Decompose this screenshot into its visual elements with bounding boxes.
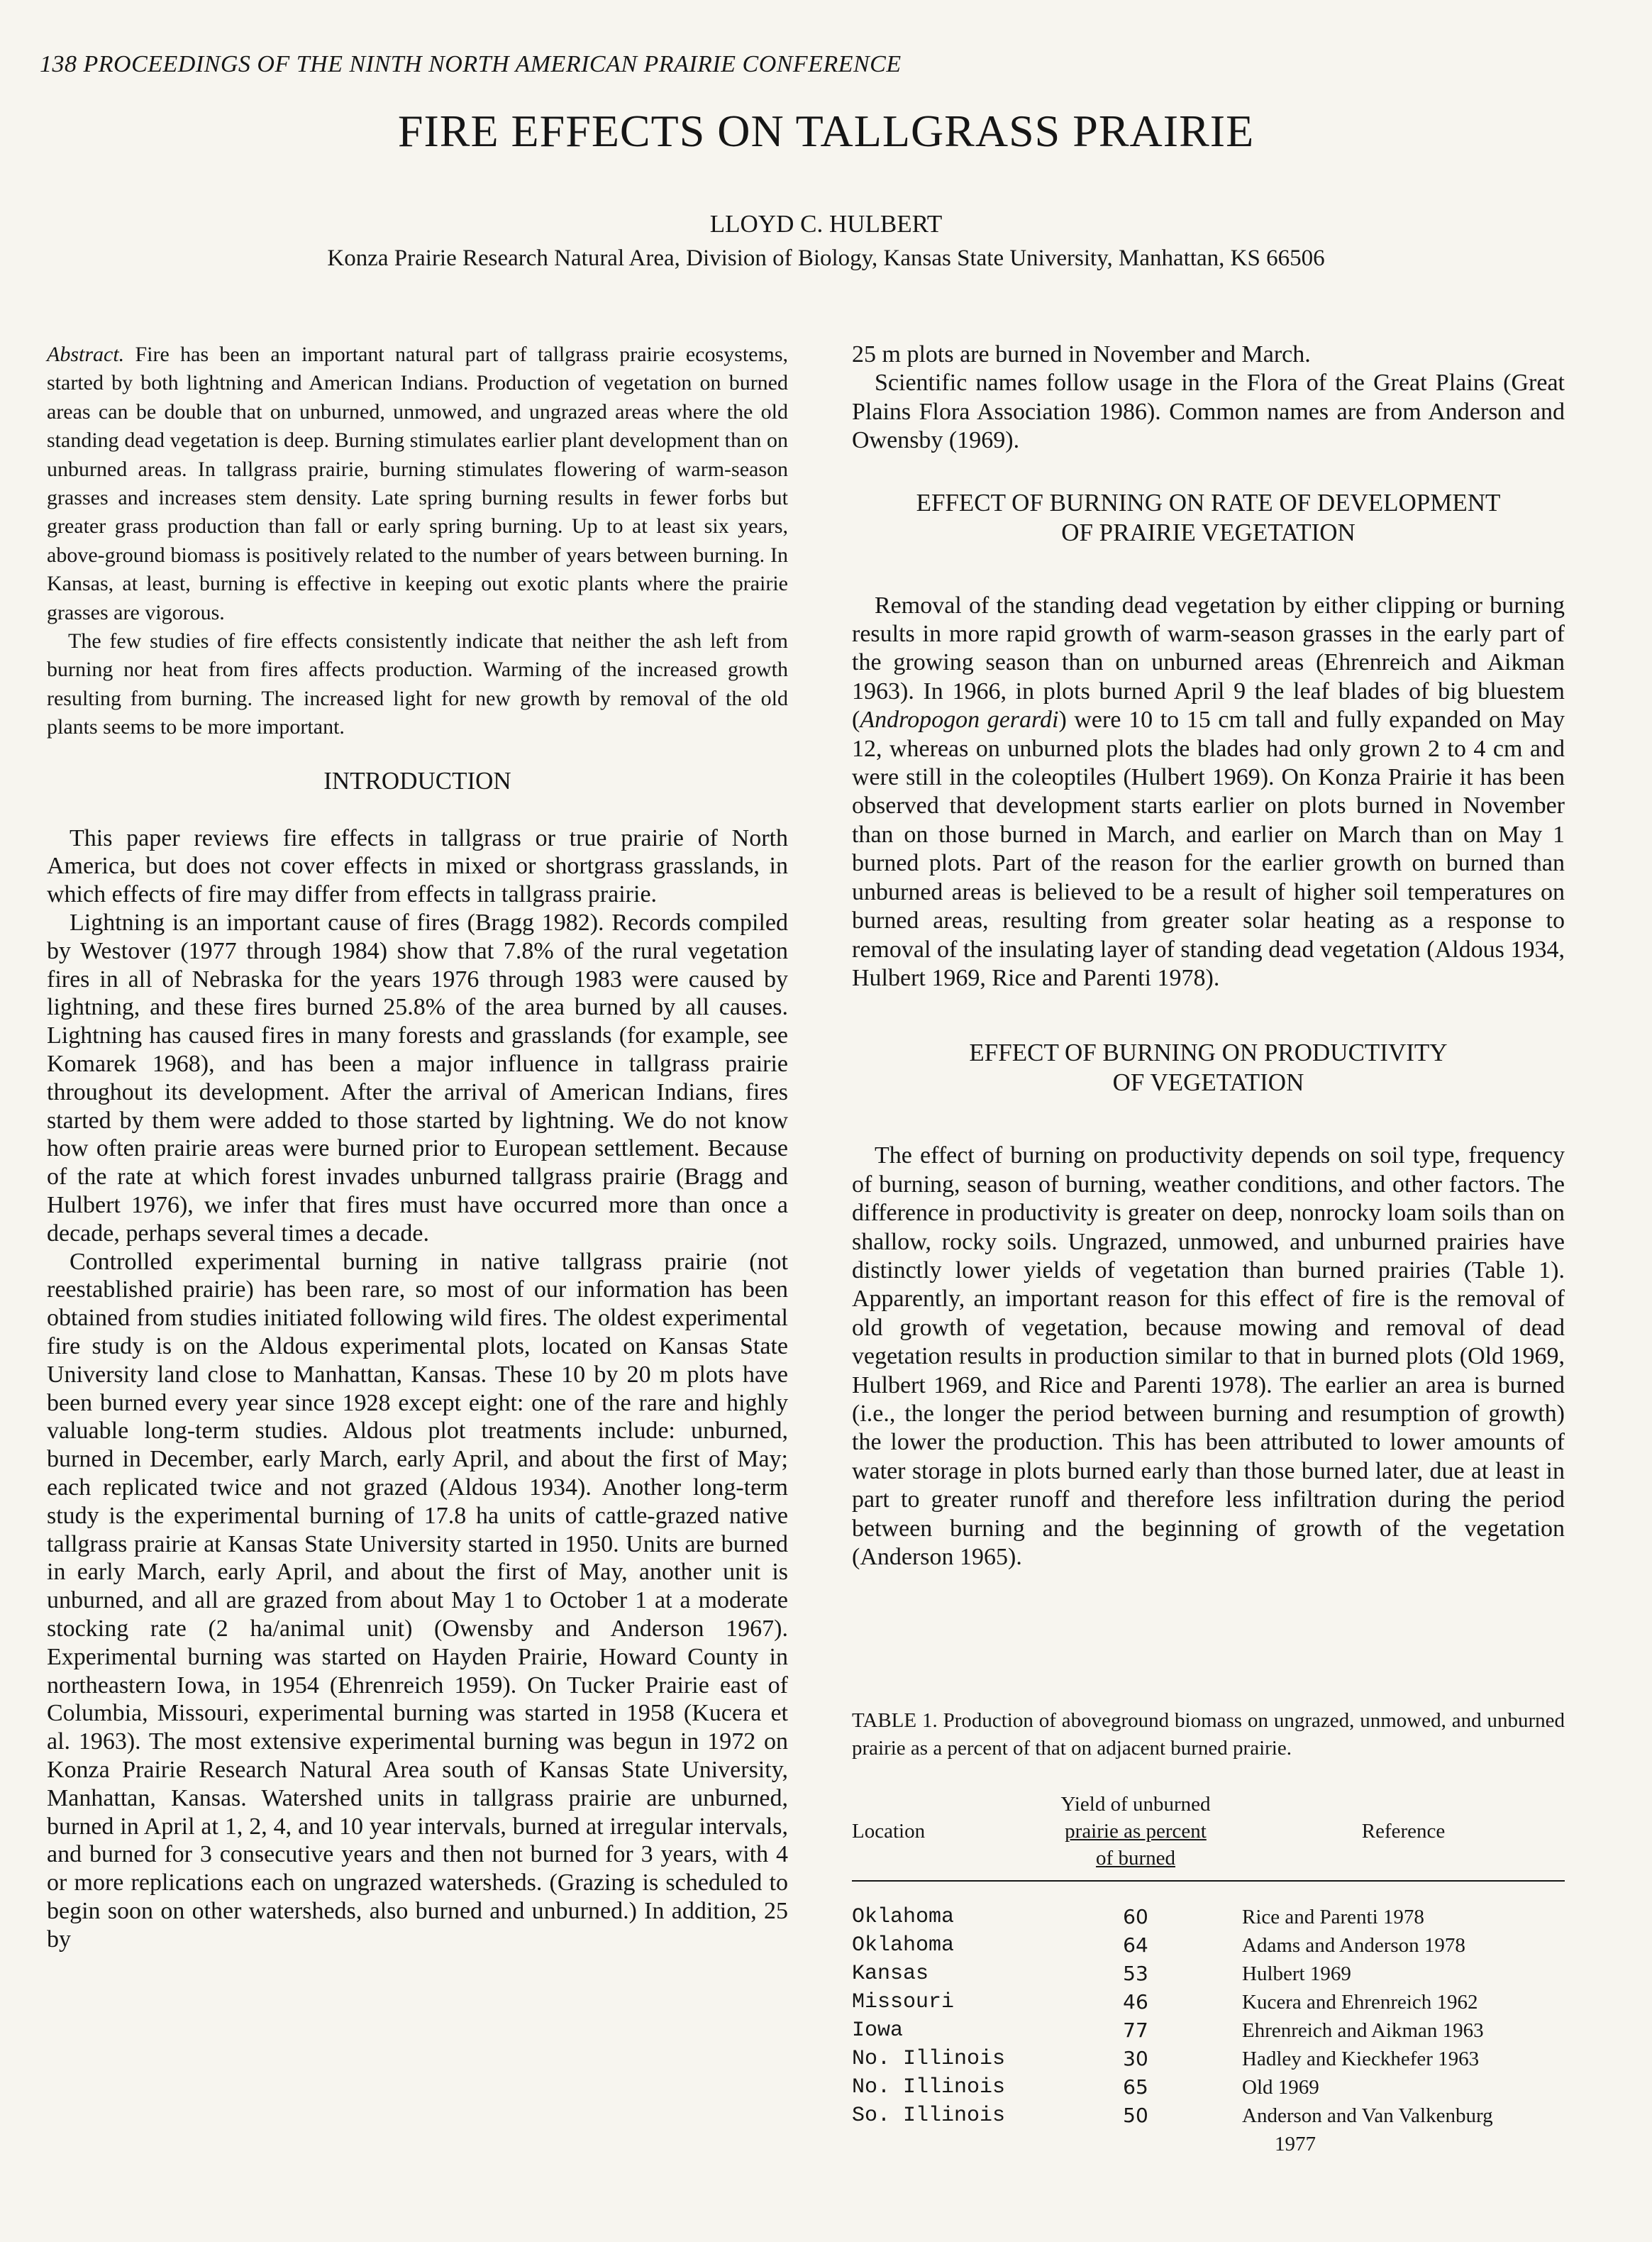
introduction-continuation: 25 m plots are burned in November and March.	[852, 341, 1311, 368]
header-location: Location	[852, 1791, 1029, 1881]
table-caption: TABLE 1. Production of aboveground biomass on ungrazed, unmowed, and unburned prairie as a percent of that on adjacent burned prairie.	[852, 1709, 1565, 1760]
table-row	[852, 1931, 1565, 1960]
introduction-continued	[852, 341, 1565, 455]
cell-location: Oklahoma	[852, 1905, 955, 1929]
abstract-label: Abstract.	[47, 343, 125, 366]
author-name: LLOYD C. HULBERT	[709, 210, 943, 238]
productivity-heading-line-2: OF VEGETATION	[1112, 1068, 1304, 1097]
abstract	[47, 341, 788, 742]
cell-value: 64	[1123, 1933, 1148, 1957]
cell-value: 46	[1123, 1990, 1148, 2014]
development-heading-line-1: EFFECT OF BURNING ON RATE OF DEVELOPMENT	[916, 488, 1501, 517]
introduction-body	[47, 824, 788, 1954]
running-head: 138 PROCEEDINGS OF THE NINTH NORTH AMERICAN PRAIRIE CONFERENCE	[40, 51, 902, 77]
cell-reference	[1242, 2102, 1565, 2158]
cell-reference: Hadley and Kieckhefer 1963	[1242, 2048, 1480, 2070]
cell-reference: Adams and Anderson 1978	[1242, 1934, 1465, 1957]
table-row	[852, 2045, 1565, 2073]
abstract-paragraph-2: The few studies of fire effects consistently indicate that neither the ash left from burning nor heat from fires affects production. Warming of the increased growth resulting from burning. The increased light for new growth by removal of the old plants seems to be more important.	[47, 629, 788, 739]
table-row	[852, 2016, 1565, 2045]
development-body	[852, 592, 1565, 993]
cell-reference: Hulbert 1969	[1242, 1962, 1351, 1985]
cell-value: 60	[1123, 1905, 1148, 1928]
introduction-paragraph-4: Scientific names follow usage in the Flora of the Great Plains (Great Plains Flora Association 1986). Common names are from Anderson and Owensby (1969).	[852, 370, 1565, 454]
species-name: Andropogon gerardi	[860, 707, 1059, 734]
development-paragraph-1	[852, 592, 1565, 993]
cell-reference: Ehrenreich and Aikman 1963	[1242, 2019, 1484, 2042]
productivity-paragraph-1: The effect of burning on productivity depends on soil type, frequency of burning, season of burning, weather conditions, and other factors. The difference in productivity is greater on deep, nonrocky loam soils than on shallow, rocky soils. Ungrazed, unmowed, and unburned prairies have distinctly lower yields of vegetation than burned prairies (Table 1). Apparently, an important reason for this effect of fire is the removal of old growth of vegetation, because mowing and removal of dead vegetation results in production similar to that in burned plots (Old 1969, Hulbert 1969, and Rice and Parenti 1978). The earlier an area is burned (i.e., the longer the period between burning and resumption of growth) the lower the production. This has been attributed to lower amounts of water storage in plots burned early than those burned later, due at least in part to greater runoff and therefore less infiltration during the period between burning and the beginning of growth of the vegetation (Anderson 1965).	[852, 1142, 1565, 1570]
left-column	[47, 341, 788, 1954]
cell-value: 30	[1123, 2047, 1148, 2070]
table-row	[852, 1881, 1565, 1931]
cell-value: 50	[1123, 2104, 1148, 2127]
cell-location: Missouri	[852, 1990, 955, 2014]
header-yield-line-3: of burned	[1096, 1847, 1175, 1870]
cell-location: So. Illinois	[852, 2104, 1006, 2128]
cell-reference-line-2: 1977	[1275, 2133, 1316, 2155]
development-text-b: ) were 10 to 15 cm tall and fully expanded on May 12, whereas on unburned plots the blades had only grown 2 to 4 cm and were still in the coleoptiles (Hulbert 1969). On Konza Prairie it has been observed that development starts earlier on plots burned in November than on those burned in March, and earlier on March than on May 1 burned plots. Part of the reason for the earlier growth on burned than unburned areas is believed to be a result of higher soil temperatures on burned areas, resulting from greater solar heating as a response to removal of the insulating layer of standing dead vegetation (Aldous 1934, Hulbert 1969, Rice and Parenti 1978).	[852, 707, 1565, 991]
header-reference: Reference	[1242, 1791, 1565, 1881]
cell-value: 65	[1123, 2075, 1148, 2099]
data-table	[852, 1791, 1565, 2158]
introduction-heading: INTRODUCTION	[323, 766, 511, 795]
development-text-a: Removal of the standing dead vegetation by either clipping or burning results in more rapid growth of warm-season grasses in the early part of the growing season than on unburned areas (Ehrenreich and Aikman 1963). In 1966, in plots burned April 9 the leaf blades of big bluestem (	[852, 592, 1565, 734]
cell-location: Oklahoma	[852, 1933, 955, 1957]
cell-reference: Rice and Parenti 1978	[1242, 1906, 1424, 1928]
cell-reference: Old 1969	[1242, 2076, 1319, 2099]
table-row	[852, 1988, 1565, 2016]
author-affiliation: Konza Prairie Research Natural Area, Division of Biology, Kansas State University, Manhattan, KS 66506	[327, 245, 1325, 271]
productivity-heading	[852, 1038, 1565, 1098]
development-heading	[852, 488, 1565, 548]
table-1	[852, 1707, 1565, 2158]
cell-reference: Kucera and Ehrenreich 1962	[1242, 1991, 1478, 2014]
article-title: FIRE EFFECTS ON TALLGRASS PRAIRIE	[397, 106, 1255, 156]
cell-location: No. Illinois	[852, 2075, 1006, 2099]
introduction-paragraph-1: This paper reviews fire effects in tallgrass or true prairie of North America, but does not cover effects in mixed or shortgrass grasslands, in which effects of fire may differ from effects in tallgrass prairie.	[47, 824, 788, 908]
header-yield-line-2: prairie as percent	[1065, 1820, 1207, 1843]
cell-value: 53	[1123, 1962, 1148, 1985]
introduction-paragraph-2: Lightning is an important cause of fires (Bragg 1982). Records compiled by Westover (1977 through 1984) show that 7.8% of the rural vegetation fires in all of Nebraska for the years 1976 through 1983 were caused by lightning, and these fires burned 25.8% of the area burned by all causes. Lightning has caused fires in many forests and grasslands (for example, see Komarek 1968), and has been a major influence in tallgrass prairie throughout its development. After the arrival of American Indians, fires started by them were added to those started by lightning. We do not know how often prairie areas were burned prior to European settlement. Because of the rate at which forest invades unburned tallgrass prairie (Bragg and Hulbert 1976), we infer that fires must have occurred more than once a decade, perhaps several times a decade.	[47, 910, 788, 1247]
development-heading-line-2: OF PRAIRIE VEGETATION	[1061, 518, 1356, 546]
productivity-body	[852, 1142, 1565, 1572]
right-column	[852, 341, 1565, 1572]
table-row	[852, 2102, 1565, 2158]
productivity-heading-line-1: EFFECT OF BURNING ON PRODUCTIVITY	[969, 1039, 1448, 1067]
cell-location: No. Illinois	[852, 2047, 1006, 2071]
cell-location: Kansas	[852, 1962, 929, 1986]
abstract-paragraph-1	[47, 341, 788, 627]
cell-value: 77	[1123, 2019, 1148, 2042]
cell-reference-line-1: Anderson and Van Valkenburg	[1242, 2104, 1493, 2127]
abstract-text-1: Fire has been an important natural part of tallgrass prairie ecosystems, started by both lightning and American Indians. Production of vegetation on burned areas can be double that on unburned, unmowed, and ungrazed areas where the old standing dead vegetation is deep. Burning stimulates earlier plant development than on unburned areas. In tallgrass prairie, burning stimulates flowering of warm-season grasses and increases stem density. Late spring burning results in fewer forbs but greater grass production than fall or early spring burning. Up to at least six years, above-ground biomass is positively related to the number of years between burning. In Kansas, at least, burning is effective in keeping out exotic plants where the prairie grasses are vigorous.	[47, 343, 788, 624]
table-header-row	[852, 1791, 1565, 1881]
table-row	[852, 2073, 1565, 2102]
header-yield-line-1: Yield of unburned	[1060, 1793, 1211, 1816]
table-row	[852, 1960, 1565, 1988]
header-yield	[1029, 1791, 1242, 1881]
introduction-paragraph-3: Controlled experimental burning in native tallgrass prairie (not reestablished prairie) has been rare, so most of our information has been obtained from studies initiated following wild fires. The oldest experimental fire study is on the Aldous experimental plots, located on Kansas State University land close to Manhattan, Kansas. These 10 by 20 m plots have been burned every year since 1928 except eight: one of the rare and highly valuable long-term studies. Aldous plot treatments include: unburned, burned in December, early March, early April, and about the first of May; each replicated twice and not grazed (Aldous 1934). Another long-term study is the experimental burning of 17.8 ha units of cattle-grazed native tallgrass prairie at Kansas State University started in 1950. Units are burned in early March, early April, and about the first of May, another unit is unburned, and all are grazed from about May 1 to October 1 at a moderate stocking rate (2 ha/animal unit) (Owensby and Anderson 1967). Experimental burning was started on Hayden Prairie, Howard County in northeastern Iowa, in 1954 (Ehrenreich 1959). On Tucker Prairie east of Columbia, Missouri, experimental burning was started in 1958 (Kucera et al. 1963). The most extensive experimental burning was begun in 1972 on Konza Prairie Research Natural Area south of Kansas State University, Manhattan, Kansas. Watershed units in tallgrass prairie are unburned, burned in April at 1, 2, 4, and 10 year intervals, burned at irregular intervals, and burned for 3 consecutive years and then not burned for 3 years, with 4 or more replications each on ungrazed watersheds. (Grazing is scheduled to begin soon on other watersheds, also burned and unburned.) In addition, 25 by	[47, 1248, 788, 1953]
cell-location: Iowa	[852, 2019, 904, 2043]
